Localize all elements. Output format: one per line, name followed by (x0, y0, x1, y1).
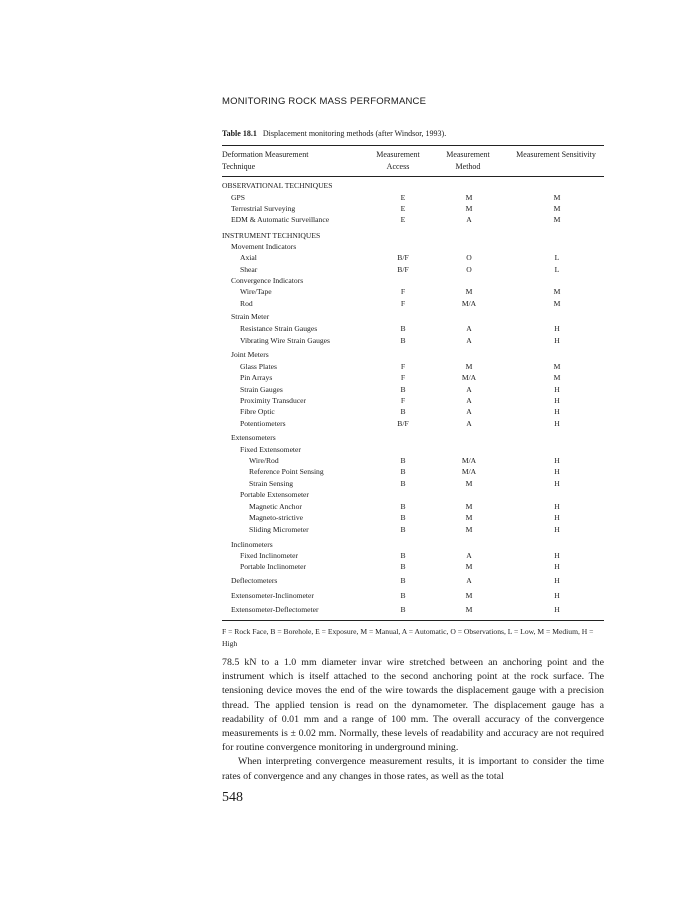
access-cell: E (400, 215, 406, 224)
sensitivity-cell: H (554, 407, 560, 416)
table-bottom-rule (222, 620, 604, 621)
technique-cell: Movement Indicators (231, 242, 297, 251)
technique-cell: Extensometers (231, 433, 276, 442)
access-cell: B (400, 336, 406, 345)
header-method-line1: Measurement (446, 150, 490, 159)
header-method-line2: Method (455, 162, 481, 171)
access-cell: E (400, 204, 406, 213)
access-cell: B (400, 502, 406, 511)
technique-cell: Wire/Rod (249, 456, 279, 465)
sensitivity-cell: H (554, 456, 560, 465)
method-cell: A (466, 324, 472, 333)
sensitivity-cell: H (554, 525, 560, 534)
table-row (222, 203, 604, 214)
technique-cell: Magneto-strictive (249, 513, 303, 522)
table-row (222, 395, 604, 406)
header-technique-line2: Technique (222, 162, 256, 171)
method-cell: A (466, 396, 472, 405)
table-row (222, 550, 604, 561)
sensitivity-cell: H (554, 336, 560, 345)
access-cell: B (400, 456, 406, 465)
table-caption (222, 129, 446, 138)
table-row (222, 444, 604, 455)
sensitivity-cell: H (554, 385, 560, 394)
method-cell: M/A (461, 299, 477, 308)
technique-cell: Fixed Extensometer (240, 445, 301, 454)
table-row (222, 214, 604, 225)
technique-cell: Joint Meters (231, 350, 269, 359)
access-cell: B (400, 324, 406, 333)
access-cell: F (400, 373, 406, 382)
table-row (222, 335, 604, 346)
method-cell: M (465, 479, 473, 488)
sensitivity-cell: H (554, 576, 560, 585)
access-cell: F (400, 362, 406, 371)
technique-cell: Shear (240, 265, 258, 274)
access-cell: B/F (397, 419, 409, 428)
method-cell: M (465, 591, 473, 600)
table-row (222, 432, 604, 443)
method-cell: A (466, 336, 472, 345)
technique-cell: Strain Gauges (240, 385, 283, 394)
sensitivity-cell: H (554, 591, 560, 600)
method-cell: M (465, 502, 473, 511)
sensitivity-cell: H (554, 502, 560, 511)
technique-cell: Fixed Inclinometer (240, 551, 298, 560)
sensitivity-cell: M (553, 193, 561, 202)
access-cell: E (400, 193, 406, 202)
sensitivity-cell: H (554, 324, 560, 333)
table-row (222, 489, 604, 500)
table-row (222, 230, 604, 241)
header-access-line1: Measurement (376, 150, 420, 159)
table-row (222, 466, 604, 477)
table-row (222, 241, 604, 252)
access-cell: B (400, 479, 406, 488)
technique-cell: Terrestrial Surveying (231, 204, 296, 213)
table-row (222, 361, 604, 372)
sensitivity-cell: H (554, 562, 560, 571)
sensitivity-cell: M (553, 204, 561, 213)
page-number: 548 (222, 790, 243, 805)
table-row (222, 372, 604, 383)
method-cell: A (466, 385, 472, 394)
header-technique (222, 149, 308, 173)
sensitivity-cell: H (554, 467, 560, 476)
table-row (222, 252, 604, 263)
method-cell: M/A (461, 373, 477, 382)
access-cell: B (400, 576, 406, 585)
table-row (222, 286, 604, 297)
access-cell: B (400, 605, 406, 614)
method-cell: M (465, 193, 473, 202)
method-cell: A (466, 407, 472, 416)
header-technique-line1: Deformation Measurement (222, 150, 309, 159)
method-cell: M (465, 562, 473, 571)
sensitivity-cell: H (554, 396, 560, 405)
access-cell: B (400, 591, 406, 600)
method-cell: M/A (461, 456, 477, 465)
technique-cell: Vibrating Wire Strain Gauges (240, 336, 330, 345)
table-top-rule (222, 145, 604, 146)
table-row (222, 501, 604, 512)
sensitivity-cell: H (554, 551, 560, 560)
technique-cell: Portable Extensometer (240, 490, 309, 499)
table-row (222, 478, 604, 489)
sensitivity-cell: H (554, 479, 560, 488)
sensitivity-cell: H (554, 419, 560, 428)
technique-cell: Inclinometers (231, 540, 273, 549)
sensitivity-cell: M (553, 362, 561, 371)
header-method (438, 149, 498, 173)
technique-cell: Convergence Indicators (231, 276, 304, 285)
sensitivity-cell: H (554, 513, 560, 522)
access-cell: B (400, 551, 406, 560)
table-row (222, 539, 604, 550)
technique-cell: Extensometer-Deflectometer (231, 605, 319, 614)
technique-cell: Sliding Micrometer (249, 525, 309, 534)
technique-cell: Fibre Optic (240, 407, 275, 416)
table-row (222, 590, 604, 601)
method-cell: O (466, 265, 472, 274)
technique-cell: Magnetic Anchor (249, 502, 302, 511)
technique-cell: Wire/Tape (240, 287, 272, 296)
method-cell: M/A (461, 467, 477, 476)
access-cell: B (400, 525, 406, 534)
table-row (222, 323, 604, 334)
technique-cell: Rod (240, 299, 253, 308)
sensitivity-cell: H (554, 605, 560, 614)
access-cell: F (400, 396, 406, 405)
access-cell: B/F (397, 265, 409, 274)
table-footnote: F = Rock Face, B = Borehole, E = Exposure, M = Manual, A = Automatic, O = Observations, L = Low, M = Medium, H = High (222, 627, 594, 648)
access-cell: F (400, 299, 406, 308)
header-access (368, 149, 428, 173)
table-caption-text: Displacement monitoring methods (after Windsor, 1993). (262, 129, 447, 138)
table-row (222, 264, 604, 275)
table-row (222, 349, 604, 360)
running-head: MONITORING ROCK MASS PERFORMANCE (222, 96, 427, 107)
table-row (222, 180, 604, 191)
method-cell: A (466, 576, 472, 585)
technique-cell: Proximity Transducer (240, 396, 307, 405)
access-cell: B (400, 467, 406, 476)
technique-cell: GPS (231, 193, 245, 202)
table-row (222, 512, 604, 523)
method-cell: M (465, 525, 473, 534)
technique-cell: Resistance Strain Gauges (240, 324, 318, 333)
table-row (222, 406, 604, 417)
header-access-line2: Access (386, 162, 410, 171)
technique-cell: Portable Inclinometer (240, 562, 307, 571)
table-header-rule (222, 176, 604, 177)
access-cell: F (400, 287, 406, 296)
technique-cell: EDM & Automatic Surveillance (231, 215, 330, 224)
table-row (222, 192, 604, 203)
sensitivity-cell: L (554, 265, 560, 274)
technique-cell: Pin Arrays (240, 373, 273, 382)
method-cell: A (466, 215, 472, 224)
method-cell: A (466, 419, 472, 428)
paragraph-2: When interpreting convergence measurement results, it is important to consider the time rates of convergence and any changes in those rates, as well as the total (222, 756, 604, 782)
technique-cell: Potentiometers (240, 419, 286, 428)
access-cell: B (400, 407, 406, 416)
technique-cell: INSTRUMENT TECHNIQUES (222, 231, 321, 240)
access-cell: B (400, 513, 406, 522)
method-cell: M (465, 605, 473, 614)
technique-cell: Strain Sensing (249, 479, 294, 488)
technique-cell: Deflectometers (231, 576, 278, 585)
access-cell: B (400, 562, 406, 571)
sensitivity-cell: M (553, 287, 561, 296)
table-row (222, 384, 604, 395)
access-cell: B/F (397, 253, 409, 262)
paragraph-1: 78.5 kN to a 1.0 mm diameter invar wire stretched between an anchoring point and the instrument which is itself attached to the second anchoring point at the rock surface. The tensioning device moves the end of the wire towards the displacement gauge with a precision thread. The applied tension is read on the dynamometer. The displacement gauge has a readability of 0.01 mm and a range of 100 mm. The overall accuracy of the convergence measurements is ± 0.02 mm. Normally, these levels of readability and accuracy are not required for routine convergence monitoring in underground mining. (222, 657, 604, 754)
technique-cell: Axial (240, 253, 257, 262)
body-text (222, 656, 604, 784)
method-cell: M (465, 287, 473, 296)
table-row (222, 524, 604, 535)
table-row (222, 604, 604, 615)
table-row (222, 561, 604, 572)
method-cell: M (465, 513, 473, 522)
table-row (222, 311, 604, 322)
technique-cell: Strain Meter (231, 312, 270, 321)
method-cell: O (466, 253, 472, 262)
access-cell: B (400, 385, 406, 394)
table-row (222, 455, 604, 466)
table-row (222, 418, 604, 429)
method-cell: M (465, 362, 473, 371)
sensitivity-cell: M (553, 373, 561, 382)
table-row (222, 275, 604, 286)
technique-cell: OBSERVATIONAL TECHNIQUES (222, 181, 333, 190)
table-row (222, 298, 604, 309)
table-label: Table 18.1 (222, 129, 257, 138)
table-row (222, 575, 604, 586)
sensitivity-cell: M (553, 215, 561, 224)
technique-cell: Reference Point Sensing (249, 467, 324, 476)
technique-cell: Extensometer-Inclinometer (231, 591, 314, 600)
method-cell: A (466, 551, 472, 560)
sensitivity-cell: L (554, 253, 560, 262)
technique-cell: Glass Plates (240, 362, 277, 371)
method-cell: M (465, 204, 473, 213)
header-sensitivity: Measurement Sensitivity (516, 150, 596, 159)
sensitivity-cell: M (553, 299, 561, 308)
